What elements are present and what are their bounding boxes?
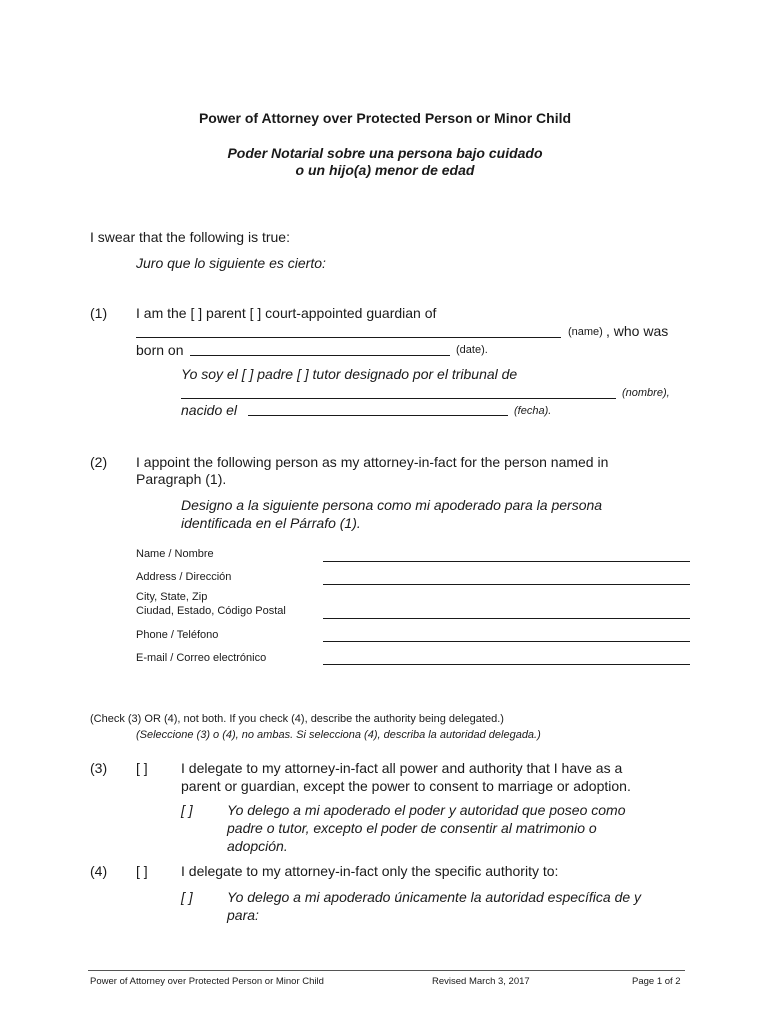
item-3-line-1: I delegate to my attorney-in-fact all power and authority that I have as a [181,760,623,776]
footer-form-title: Power of Attorney over Protected Person or Minor Child [90,976,324,987]
item-3-number: (3) [90,760,108,776]
child-name-field[interactable] [136,337,561,338]
item-2-line-1: I appoint the following person as my attorney-in-fact for the person named in [136,454,609,470]
nombre-caption: (nombre), [622,387,670,399]
item-4-checkbox[interactable]: [ ] [136,863,148,879]
who-was-text: , who was [606,323,669,339]
attorney-name-field[interactable] [323,561,690,562]
page-subtitle-line-1: Poder Notarial sobre una persona bajo cuidado [227,145,543,161]
nacido-el-text: nacido el [181,402,238,418]
attorney-address-field[interactable] [323,584,690,585]
date-caption: (date). [456,344,488,356]
attorney-address-label: Address / Dirección [136,571,232,583]
attorney-email-label: E-mail / Correo electrónico [136,652,267,664]
item-4-line-1: I delegate to my attorney-in-fact only the specific authority to: [181,863,559,879]
birth-date-field-es[interactable] [248,415,508,416]
item-2-line-2: Paragraph (1). [136,471,227,487]
attorney-city-field[interactable] [323,618,690,619]
item-1-es-line: Yo soy el [ ] padre [ ] tutor designado por el tribunal de [181,366,518,382]
check-instructions-es: (Seleccione (3) o (4), no ambas. Si selecciona (4), describa la autoridad delegada.) [136,729,541,741]
check-instructions: (Check (3) OR (4), not both. If you check (4), describe the authority being delegated.) [90,713,504,725]
page-title: Power of Attorney over Protected Person or Minor Child [198,110,572,126]
attorney-phone-label: Phone / Teléfono [136,629,219,641]
item-2-es-line-2: identificada en el Párrafo (1). [181,515,361,531]
item-1-number: (1) [90,305,108,321]
item-3-es-line-2: padre o tutor, excepto el poder de consentir al matrimonio o [227,820,597,836]
footer-page-number: Page 1 of 2 [632,976,681,987]
footer-divider [88,970,685,971]
attorney-city-label: City, State, Zip [136,591,208,603]
item-2-es-line-1: Designo a la siguiente persona como mi apoderado para la persona [181,497,603,513]
birth-date-field[interactable] [190,355,450,356]
footer-revision-date: Revised March 3, 2017 [432,976,530,987]
child-name-field-es[interactable] [181,398,616,399]
attorney-phone-field[interactable] [323,641,690,642]
item-1-parent-guardian-line: I am the [ ] parent [ ] court-appointed guardian of [136,305,437,321]
item-3-es-line-3: adopción. [227,838,288,854]
item-4-number: (4) [90,863,108,879]
attorney-name-label: Name / Nombre [136,548,214,560]
swear-statement-es: Juro que lo siguiente es cierto: [136,255,326,271]
item-3-es-line-1: Yo delego a mi apoderado el poder y autoridad que poseo como [227,802,626,818]
name-caption: (name) [568,326,603,338]
item-4-es-checkbox[interactable]: [ ] [181,889,193,905]
item-3-checkbox[interactable]: [ ] [136,760,148,776]
item-2-number: (2) [90,454,108,470]
born-on-text: born on [136,342,184,358]
attorney-email-field[interactable] [323,664,690,665]
item-3-es-checkbox[interactable]: [ ] [181,802,193,818]
item-4-es-line-1: Yo delego a mi apoderado únicamente la autoridad específica de y [227,889,642,905]
page-subtitle-line-2: o un hijo(a) menor de edad [295,162,475,178]
swear-statement: I swear that the following is true: [90,229,290,245]
fecha-caption: (fecha). [514,405,552,417]
item-3-line-2: parent or guardian, except the power to consent to marriage or adoption. [181,778,631,794]
item-4-es-line-2: para: [227,907,259,923]
attorney-city-label-es: Ciudad, Estado, Código Postal [136,605,286,617]
